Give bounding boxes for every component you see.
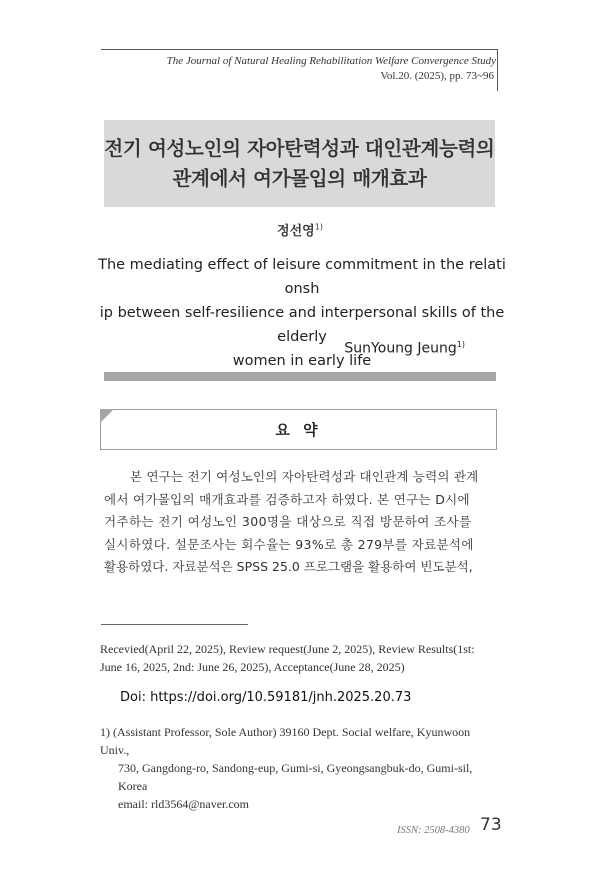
english-author-name: SunYoung Jeung xyxy=(344,340,457,357)
journal-name: The Journal of Natural Healing Rehabilitation Welfare Convergence Study xyxy=(166,55,496,67)
received-line2: June 16, 2025, 2nd: June 26, 2025), Acceptance(June 28, 2025) xyxy=(100,660,405,674)
english-title-line2: ip between self-resilience and interpersonal skills of the elderly xyxy=(99,305,505,345)
header-rule xyxy=(101,49,497,50)
issn: ISSN: 2508-4380 xyxy=(397,825,470,836)
affiliation-email[interactable]: email: rld3564@naver.com xyxy=(118,797,250,811)
korean-author-mark: 1) xyxy=(314,222,323,232)
abstract-heading-box xyxy=(100,409,497,450)
section-divider-bar xyxy=(104,372,496,381)
abstract-line: 실시하였다. 설문조사는 회수율는 93%로 총 279부를 자료분석에 xyxy=(104,536,474,552)
affiliation-line1: 1) (Assistant Professor, Sole Author) 39160 Dept. Social welfare, Kyunwoon Univ., xyxy=(100,725,471,757)
received-line1: Recevied(April 22, 2025), Review request(June 2, 2025), Review Results(1st: xyxy=(100,642,475,656)
korean-author-name: 정선영 xyxy=(277,224,315,239)
affiliation-line2: 730, Gangdong-ro, Sandong-eup, Gumi-si, Gyeongsangbuk-do, Gumi-sil, Korea xyxy=(118,761,473,793)
abstract-heading: 요 약 xyxy=(275,421,322,439)
corner-ornament xyxy=(100,409,114,423)
korean-author xyxy=(0,220,600,239)
english-author-mark: 1) xyxy=(456,340,465,349)
english-author xyxy=(344,340,465,357)
abstract-body xyxy=(104,466,496,579)
page-number: 73 xyxy=(480,815,502,835)
abstract-line: 본 연구는 전기 여성노인의 자아탄력성과 대인관계 능력의 관계 xyxy=(130,469,479,484)
author-affiliation xyxy=(100,723,502,813)
header-vertical-rule xyxy=(497,49,498,91)
abstract-line: 에서 여가몰입의 매개효과를 검증하고자 하였다. 본 연구는 D시에 xyxy=(104,491,470,507)
abstract-line: 활용하였다. 자료분석은 SPSS 25.0 프로그램을 활용하여 빈도분석, xyxy=(104,559,473,574)
doi-link[interactable]: Doi: https://doi.org/10.59181/jnh.2025.20.73 xyxy=(120,690,412,705)
journal-volume: Vol.20. (2025), pp. 73~96 xyxy=(380,70,494,82)
english-title-line1: The mediating effect of leisure commitment in the relationsh xyxy=(98,257,506,297)
korean-title-line1: 전기 여성노인의 자아탄력성과 대인관계능력의 xyxy=(104,136,495,160)
korean-title-line2: 관계에서 여가몰입의 매개효과 xyxy=(172,166,427,190)
english-title-line3: women in early life xyxy=(232,353,372,369)
received-dates xyxy=(100,640,500,676)
title-box xyxy=(104,120,495,207)
footnote-rule xyxy=(101,624,248,625)
abstract-line: 거주하는 전기 여성노인 300명을 대상으로 직접 방문하여 조사를 xyxy=(104,514,472,529)
